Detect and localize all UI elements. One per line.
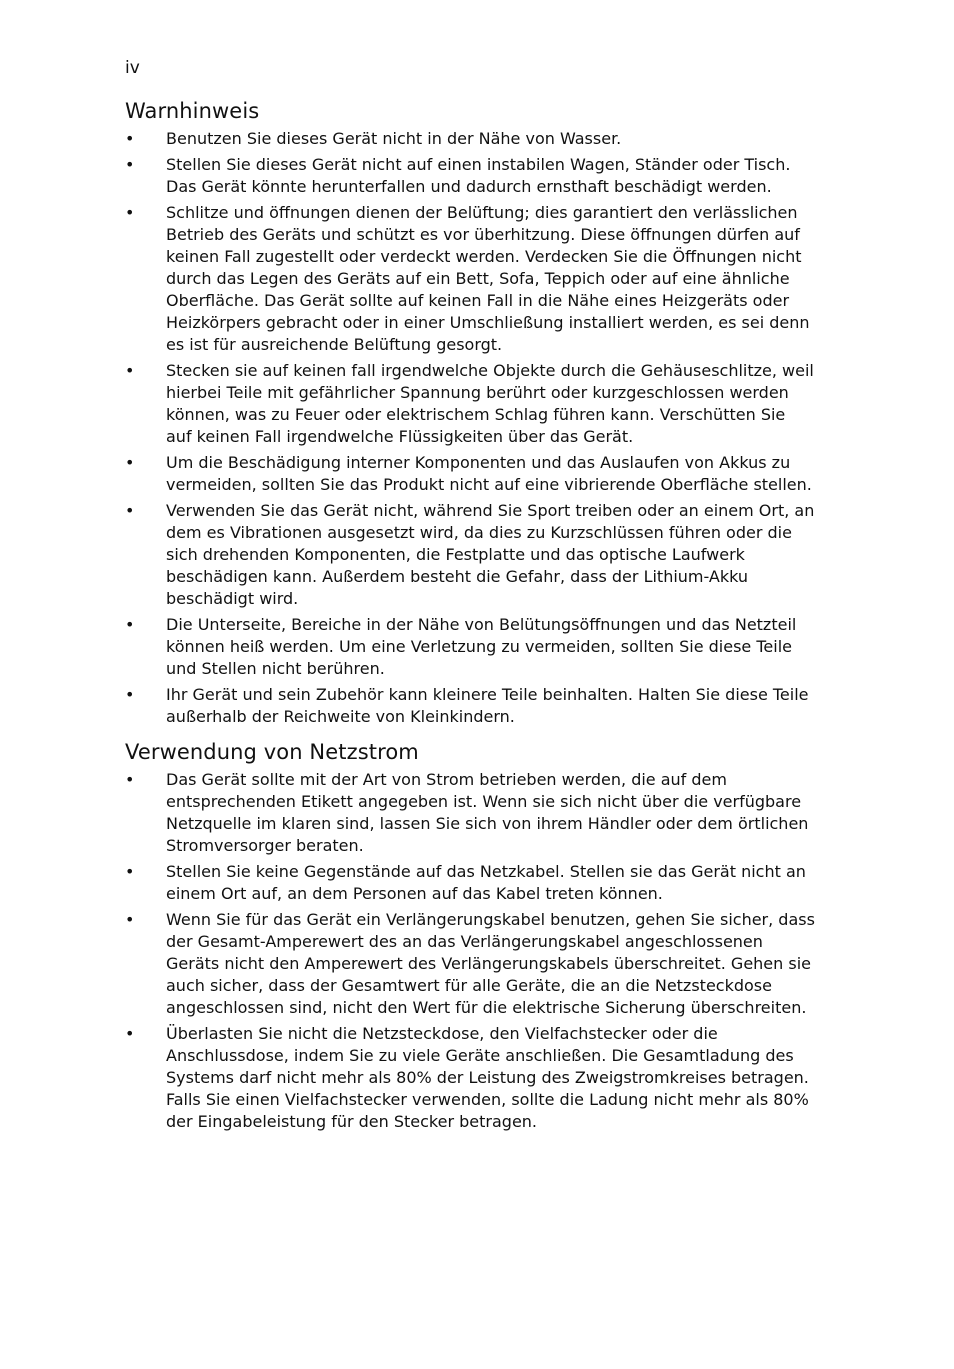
list-item-text: Stellen Sie keine Gegenstände auf das Netzkabel. Stellen sie das Gerät nicht an einem Ort auf, an dem Personen auf das Kabel treten können. [166,862,806,903]
list-item-text: Schlitze und öffnungen dienen der Belüftung; dies garantiert den verlässlichen Betrieb des Geräts und schützt es vor überhitzung. Diese öffnungen dürfen auf keinen Fall zugestellt oder verdeckt werden. Verdecken Sie die Öffnungen nicht durch das Legen des Geräts auf ein Bett, Sofa, Teppich oder auf eine ähnliche Oberfläche. Das Gerät sollte auf keinen Fall in die Nähe eines Heizgeräts oder Heizkörpers gebracht oder in einer Umschließung installiert werden, es sei denn es ist für ausreichende Belüftung gesorgt. [166,203,810,354]
list-item-text: Stellen Sie dieses Gerät nicht auf einen instabilen Wagen, Ständer oder Tisch. Das Gerät könnte herunterfallen und dadurch ernsthaft beschädigt werden. [166,155,791,196]
list-item-text: Verwenden Sie das Gerät nicht, während Sie Sport treiben oder an einem Ort, an dem es Vibrationen ausgesetzt wird, da dies zu Kurzschlüssen führen oder die sich drehenden Komponenten, die Festplatte und das optische Laufwerk beschädigen kann. Außerdem besteht die Gefahr, dass der Lithium-Akku beschädigt wird. [166,501,815,608]
list-item [125,500,815,610]
power-usage-list [125,769,815,1133]
warning-list [125,128,815,728]
bullet-icon: • [125,203,135,222]
list-item [125,202,815,356]
bullet-icon: • [125,453,135,472]
bullet-icon: • [125,1024,135,1043]
bullet-icon: • [125,615,135,634]
list-item [125,769,815,857]
page-number: iv [125,58,140,78]
bullet-icon: • [125,862,135,881]
list-item-text: Die Unterseite, Bereiche in der Nähe von Belütungsöffnungen und das Netzteil können heiß werden. Um eine Verletzung zu vermeiden, sollten Sie diese Teile und Stellen nicht berühren. [166,615,797,678]
list-item [125,614,815,680]
list-item [125,1023,815,1133]
list-item-text: Um die Beschädigung interner Komponenten und das Auslaufen von Akkus zu vermeiden, sollten Sie das Produkt nicht auf eine vibrierende Oberfläche stellen. [166,453,812,494]
list-item [125,154,815,198]
list-item [125,684,815,728]
list-item-text: Stecken sie auf keinen fall irgendwelche Objekte durch die Gehäuseschlitze, weil hierbei Teile mit gefährlicher Spannung berührt oder kurzgeschlossen werden können, was zu Feuer oder elektrischem Schlag führen kann. Verschütten Sie auf keinen Fall irgendwelche Flüssigkeiten über das Gerät. [166,361,814,446]
bullet-icon: • [125,501,135,520]
bullet-icon: • [125,910,135,929]
list-item [125,128,815,150]
section-heading: Verwendung von Netzstrom [125,740,419,764]
list-item-text: Benutzen Sie dieses Gerät nicht in der Nähe von Wasser. [166,129,622,148]
bullet-icon: • [125,685,135,704]
list-item [125,452,815,496]
bullet-icon: • [125,770,135,789]
list-item [125,360,815,448]
list-item-text: Überlasten Sie nicht die Netzsteckdose, den Vielfachstecker oder die Anschlussdose, indem Sie zu viele Geräte anschließen. Die Gesamtladung des Systems darf nicht mehr als 80% der Leistung des Zweigstromkreises betragen. Falls Sie einen Vielfachstecker verwenden, sollte die Ladung nicht mehr als 80% der Eingabeleistung für den Stecker betragen. [166,1024,809,1131]
bullet-icon: • [125,129,135,148]
list-item-text: Ihr Gerät und sein Zubehör kann kleinere Teile beinhalten. Halten Sie diese Teile außerhalb der Reichweite von Kleinkindern. [166,685,809,726]
section-verwendung-von-netzstrom [125,738,815,1133]
bullet-icon: • [125,361,135,380]
section-warnhinweis [125,97,815,728]
section-heading: Warnhinweis [125,99,260,123]
bullet-icon: • [125,155,135,174]
list-item-text: Das Gerät sollte mit der Art von Strom betrieben werden, die auf dem entsprechenden Etikett angegeben ist. Wenn sie sich nicht über die verfügbare Netzquelle im klaren sind, lassen Sie sich von ihrem Händler oder dem örtlichen Stromversorger beraten. [166,770,809,855]
list-item-text: Wenn Sie für das Gerät ein Verlängerungskabel benutzen, gehen Sie sicher, dass der Gesamt-Amperewert des an das Verlängerungskabel angeschlossenen Geräts nicht den Amperewert des Verlängerungskabels überschreitet. Gehen sie auch sicher, dass der Gesamtwert für alle Geräte, die an die Netzsteckdose angeschlossen sind, nicht den Wert für die elektrische Sicherung überschreiten. [166,910,815,1017]
list-item [125,861,815,905]
list-item [125,909,815,1019]
page-content [125,97,815,1137]
